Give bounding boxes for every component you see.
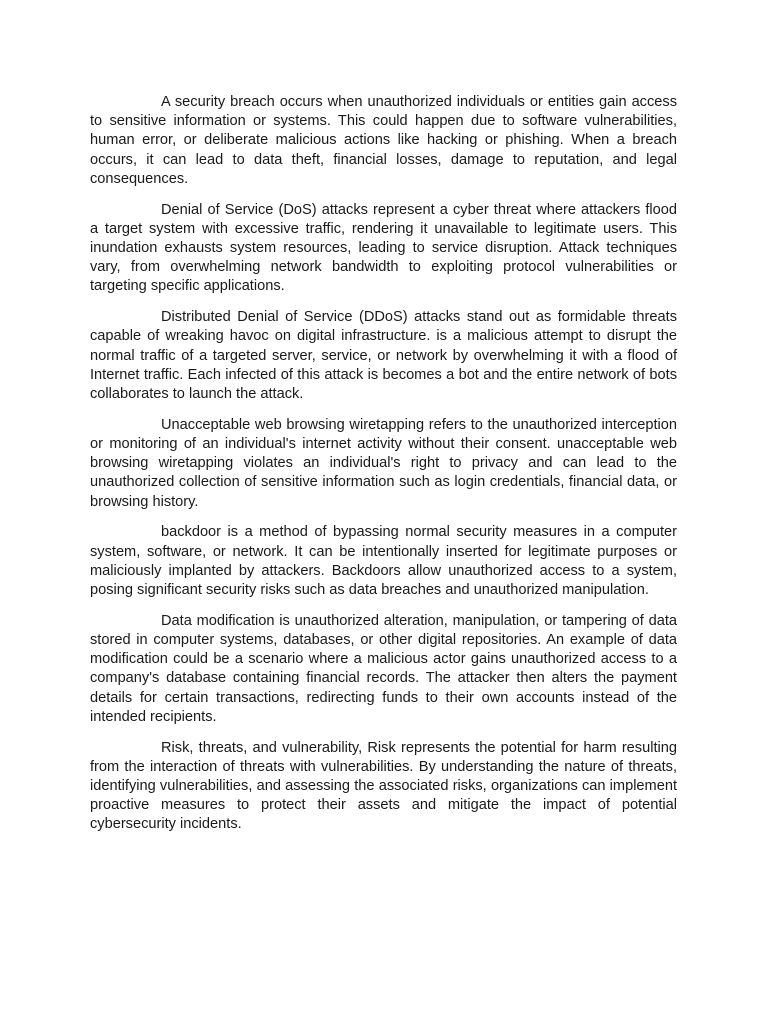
paragraph-risk-threats-vulnerability: Risk, threats, and vulnerability, Risk represents the potential for harm resulting from the interaction of threats with vulnerabilities. By understanding the nature of threats, identifying vulnerabilities, and assessing the associated risks, organizations can implement proactive measures to protect their assets and mitigate the impact of potential cybersecurity incidents. bbox=[90, 739, 677, 833]
paragraph-ddos-attacks: Distributed Denial of Service (DDoS) attacks stand out as formidable threats capable of wreaking havoc on digital infrastructure. is a malicious attempt to disrupt the normal traffic of a targeted server, service, or network by overwhelming it with a flood of Internet traffic. Each infected of this attack is becomes a bot and the entire network of bots collaborates to launch the attack. bbox=[90, 309, 677, 403]
paragraph-data-modification: Data modification is unauthorized alteration, manipulation, or tampering of data stored in computer systems, databases, or other digital repositories. An example of data modification could be a scenario where a malicious actor gains unauthorized access to a company's database containing financial records. The attacker then alters the payment details for certain transactions, redirecting funds to their own accounts instead of the intended recipients. bbox=[90, 612, 677, 725]
paragraph-backdoor: backdoor is a method of bypassing normal security measures in a computer system, software, or network. It can be intentionally inserted for legitimate purposes or maliciously implanted by attackers. Backdoors allow unauthorized access to a system, posing significant security risks such as data breaches and unauthorized manipulation. bbox=[90, 524, 677, 599]
paragraph-wiretapping: Unacceptable web browsing wiretapping refers to the unauthorized interception or monitoring of an individual's internet activity without their consent. unacceptable web browsing wiretapping violates an individual's right to privacy and can lead to the unauthorized collection of sensitive information such as login credentials, financial data, or browsing history. bbox=[90, 416, 677, 510]
paragraph-dos-attacks: Denial of Service (DoS) attacks represent a cyber threat where attackers flood a target system with excessive traffic, rendering it unavailable to legitimate users. This inundation exhausts system resources, leading to service disruption. Attack techniques vary, from overwhelming network bandwidth to exploiting protocol vulnerabilities or targeting specific applications. bbox=[90, 201, 677, 295]
paragraph-security-breach: A security breach occurs when unauthorized individuals or entities gain access to sensitive information or systems. This could happen due to software vulnerabilities, human error, or deliberate malicious actions like hacking or phishing. When a breach occurs, it can lead to data theft, financial losses, damage to reputation, and legal consequences. bbox=[90, 94, 677, 187]
